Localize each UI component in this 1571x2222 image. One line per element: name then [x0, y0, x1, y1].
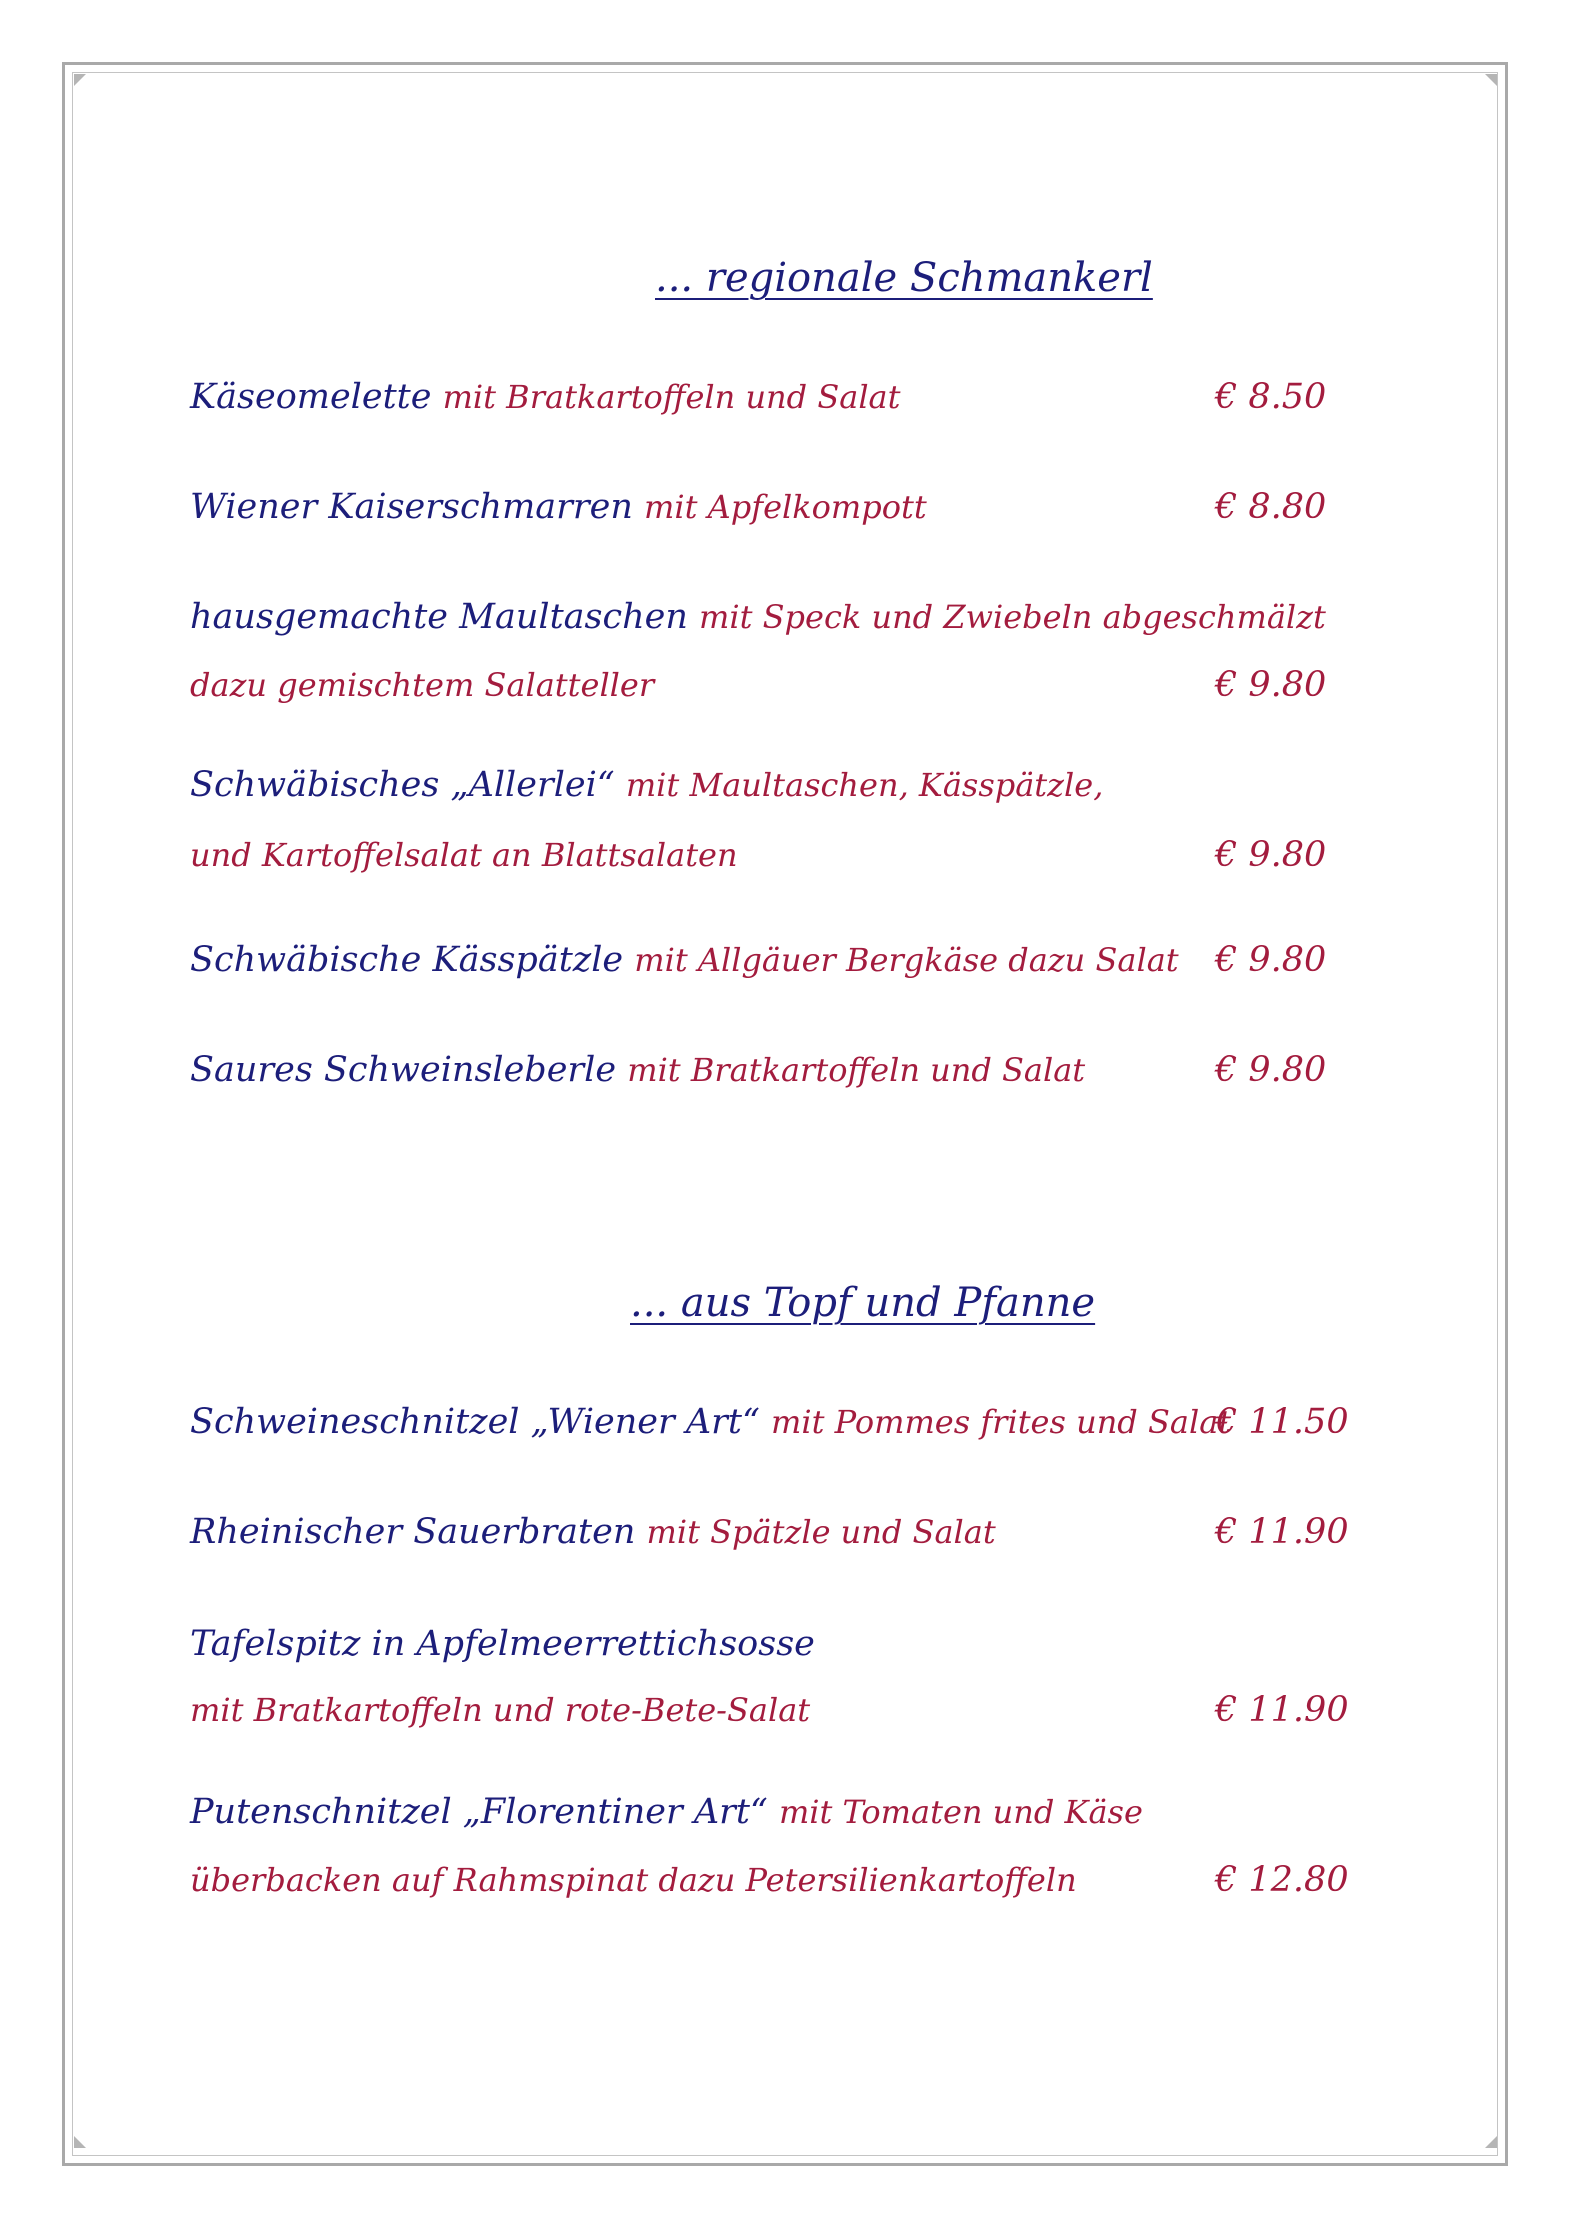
dish-price: € 9.80 — [1215, 835, 1327, 875]
dish-price: € 12.80 — [1215, 1860, 1349, 1900]
dish-description-continued: überbacken auf Rahmspinat dazu Petersilienkartoffeln — [190, 1861, 1077, 1899]
menu-item-line — [190, 763, 1103, 807]
menu-item-line — [190, 1510, 996, 1554]
corner-ornament-icon — [74, 2136, 86, 2148]
dish-price: € 9.80 — [1215, 940, 1327, 980]
dish-name: Rheinischer Sauerbraten — [190, 1512, 636, 1552]
menu-item-line — [190, 1400, 1231, 1444]
dish-description: mit Bratkartoffeln und Salat — [627, 1051, 1086, 1089]
dish-name: Schwäbische Kässpätzle — [190, 940, 624, 980]
dish-price: € 8.50 — [1215, 377, 1327, 417]
dish-name: hausgemachte Maultaschen — [190, 597, 688, 637]
dish-description: mit Spätzle und Salat — [646, 1513, 996, 1551]
dish-description: mit Allgäuer Bergkäse dazu Salat — [634, 941, 1179, 979]
dish-description: mit Bratkartoffeln und Salat — [442, 378, 901, 416]
dish-description: mit Tomaten und Käse — [778, 1793, 1143, 1831]
dish-description: mit Pommes frites und Salat — [770, 1403, 1232, 1441]
section-heading: ... aus Topf und Pfanne — [630, 1280, 1096, 1326]
dish-price: € 9.80 — [1215, 1050, 1327, 1090]
menu-item-line — [190, 595, 1326, 639]
dish-price: € 11.90 — [1215, 1690, 1349, 1730]
dish-description-continued: dazu gemischtem Salatteller — [190, 666, 655, 704]
dish-description-continued: und Kartoffelsalat an Blattsalaten — [190, 836, 738, 874]
menu-item-line — [190, 375, 900, 419]
dish-price: € 11.90 — [1215, 1512, 1349, 1552]
dish-name: Wiener Kaiserschmarren — [190, 487, 633, 527]
dish-name: Käseomelette — [190, 377, 432, 417]
corner-ornament-icon — [1485, 2136, 1497, 2148]
dish-name: Tafelspitz in Apfelmeerrettichsosse — [190, 1624, 815, 1664]
dish-name: Putenschnitzel „Florentiner Art“ — [190, 1792, 768, 1832]
dish-price: € 8.80 — [1215, 487, 1327, 527]
menu-item-line — [190, 1622, 815, 1666]
dish-description-continued: mit Bratkartoffeln und rote-Bete-Salat — [190, 1691, 811, 1729]
menu-item-line — [190, 1048, 1085, 1092]
dish-description: mit Maultaschen, Kässpätzle, — [625, 766, 1104, 804]
dish-name: Schweineschnitzel „Wiener Art“ — [190, 1402, 760, 1442]
dish-price: € 9.80 — [1215, 665, 1327, 705]
dish-price: € 11.50 — [1215, 1402, 1349, 1442]
dish-name: Saures Schweinsleberle — [190, 1050, 617, 1090]
menu-item-line — [190, 1790, 1143, 1834]
dish-name: Schwäbisches „Allerlei“ — [190, 765, 615, 805]
menu-item-line — [190, 938, 1179, 982]
menu-item-line — [190, 485, 927, 529]
dish-description: mit Speck und Zwiebeln abgeschmälzt — [699, 598, 1326, 636]
section-heading: ... regionale Schmankerl — [655, 255, 1153, 301]
corner-ornament-icon — [1485, 74, 1497, 86]
corner-ornament-icon — [74, 74, 86, 86]
dish-description: mit Apfelkompott — [644, 488, 927, 526]
